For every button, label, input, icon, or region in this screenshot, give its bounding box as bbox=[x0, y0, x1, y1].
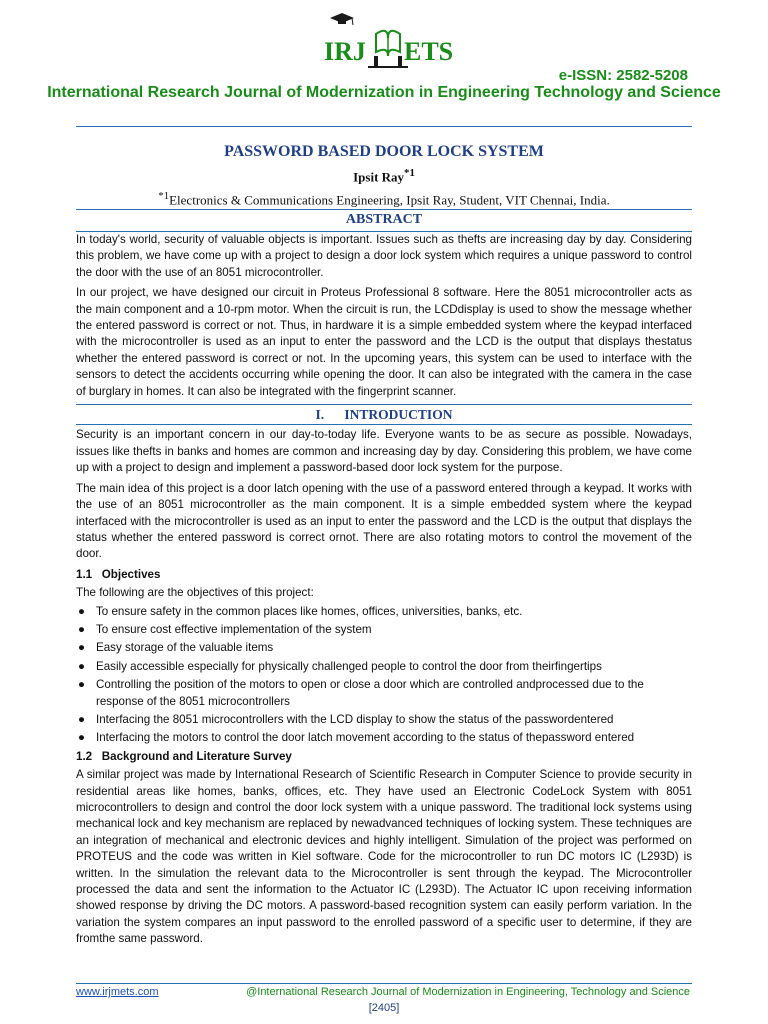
affiliation-mark: *1 bbox=[158, 190, 170, 202]
header-divider bbox=[76, 126, 692, 127]
objective-text: Interfacing the motors to control the door latch movement according to the status of thepassword entered bbox=[96, 731, 635, 745]
author-affiliation bbox=[0, 190, 768, 208]
objective-text: Interfacing the 8051 microcontrollers with the LCD display to show the status of the passwordentered bbox=[96, 712, 614, 726]
abstract-paragraph: In our project, we have designed our circuit in Proteus Professional 8 software. Here the 8051 microcontroller acts as the main component and a 10-rpm motor. When the circuit is run, the LCDdisplay is used to show the message whether the entered password is correct or not. Thus, in hardware it is a simple embedded system where the keypad interfaced with the microcontroller is used as an input to enter the password and the LCD is the output that displays thestatus whether the entered password is correct or not. In the upcoming years, this system can be used to interface with the sensors to detect the accidents occurring while opening the door. It can also be integrated with the camera in the case of burglary in homes. It can also be integrated with the fingerprint scanner. bbox=[76, 286, 692, 398]
footer-copyright: @International Research Journal of Modernization in Engineering, Technology and Science bbox=[246, 986, 690, 998]
objective-text: Controlling the position of the motors to open or close a door which are controlled andprocessed due to the response of the 8051 microcontrollers bbox=[96, 678, 644, 708]
bullet-icon: ● bbox=[78, 678, 86, 692]
objective-text: To ensure safety in the common places like homes, offices, universities, banks, etc. bbox=[96, 604, 523, 618]
objective-text: To ensure cost effective implementation of the system bbox=[96, 622, 372, 636]
author-mark: *1 bbox=[404, 167, 415, 179]
abstract-top-rule bbox=[76, 209, 692, 210]
website-link[interactable]: www.irjmets.com bbox=[76, 986, 159, 998]
list-item bbox=[76, 659, 692, 675]
list-item bbox=[76, 622, 692, 638]
abstract-heading: ABSTRACT bbox=[345, 212, 423, 227]
list-item bbox=[76, 677, 692, 710]
bullet-icon: ● bbox=[78, 622, 86, 636]
author-name: Ipsit Ray bbox=[353, 169, 405, 185]
bullet-icon: ● bbox=[78, 659, 86, 673]
intro-paragraph: Security is an important concern in our day-to-today life. Everyone wants to be as secure as possible. Nowadays, issues like thefts in banks and homes are common and increasing day by day. Considering this problem, we have come up with a project to design and implement a password-based door lock system for the purpose. bbox=[76, 428, 692, 475]
svg-text:IRJ: IRJ bbox=[324, 37, 366, 66]
bullet-icon: ● bbox=[78, 604, 86, 618]
journal-logo bbox=[318, 12, 458, 70]
eissn-number: e-ISSN: 2582-5208 bbox=[558, 67, 688, 84]
objectives-intro: The following are the objectives of this project: bbox=[76, 586, 314, 600]
list-item bbox=[76, 730, 692, 746]
objectives-heading: 1.1 Objectives bbox=[76, 567, 161, 581]
introduction-heading: I. INTRODUCTION bbox=[315, 407, 453, 423]
bullet-icon: ● bbox=[78, 641, 86, 655]
intro-paragraph: The main idea of this project is a door latch opening with the use of a password entered through a keypad. It works with the use of an 8051 microcontroller as the main component. It is a simple embedded system where the keypad interfaced with the microcontroller is used as an input to enter the password and the LCD is the output that displays the status whether the entered password is correct ornot. There are also rotating motors to control the movement of the door. bbox=[76, 481, 692, 561]
list-item bbox=[76, 712, 692, 728]
objectives-list bbox=[76, 604, 692, 747]
page-number: [2405] bbox=[368, 1002, 400, 1014]
list-item bbox=[76, 640, 692, 656]
affiliation-text: Electronics & Communications Engineering, Ipsit Ray, Student, VIT Chennai, India. bbox=[169, 192, 610, 208]
background-heading: 1.2 Background and Literature Survey bbox=[76, 749, 292, 763]
background-paragraph: A similar project was made by International Research of Scientific Research in Computer Science to provide security in residential areas like homes, banks, offices, etc. They have used an Electronic CodeLock System with 8051 microcontrollers to design and control the door lock system with a unique password. The traditional lock systems using mechanical lock and key mechanism are replaced by newadvanced techniques of locking system. These techniques are an integration of mechanical and electronic devices and highly intelligent. Simulation of the project was performed on PROTEUS and the code was written in Kiel software. Code for the microcontroller to run DC motors IC (L293D) is written. In the simulation the relevant data to the Microcontroller is sent through the keypad. The Microcontroller processed the data and sent the information to the Actuator IC (L293D). The Actuator IC upon receiving information showed response by driving the DC motors. A password-based recognition system can easily perform variation. In the variation the system compares an input password to the enrolled password of a specific user to determine, if they are fromthe same password. bbox=[76, 768, 692, 946]
body-text bbox=[76, 232, 692, 952]
journal-name: International Research Journal of Modernization in Engineering Technology and Science bbox=[47, 84, 721, 101]
abstract-paragraph: In today's world, security of valuable objects is important. Issues such as thefts are increasing day by day. Considering this problem, we have come up with a project to design a door lock system which requires a unique password to control the door with the use of an 8051 microcontroller. bbox=[76, 233, 692, 279]
objective-text: Easy storage of the valuable items bbox=[96, 641, 274, 655]
paper-author bbox=[0, 167, 768, 185]
svg-text:ETS: ETS bbox=[404, 37, 454, 66]
objective-text: Easily accessible especially for physically challenged people to control the door from theirfingertips bbox=[96, 659, 602, 673]
bullet-icon: ● bbox=[78, 731, 86, 745]
list-item bbox=[76, 604, 692, 620]
bullet-icon: ● bbox=[78, 712, 86, 726]
paper-title: PASSWORD BASED DOOR LOCK SYSTEM bbox=[224, 143, 544, 160]
footer-divider bbox=[76, 983, 692, 984]
